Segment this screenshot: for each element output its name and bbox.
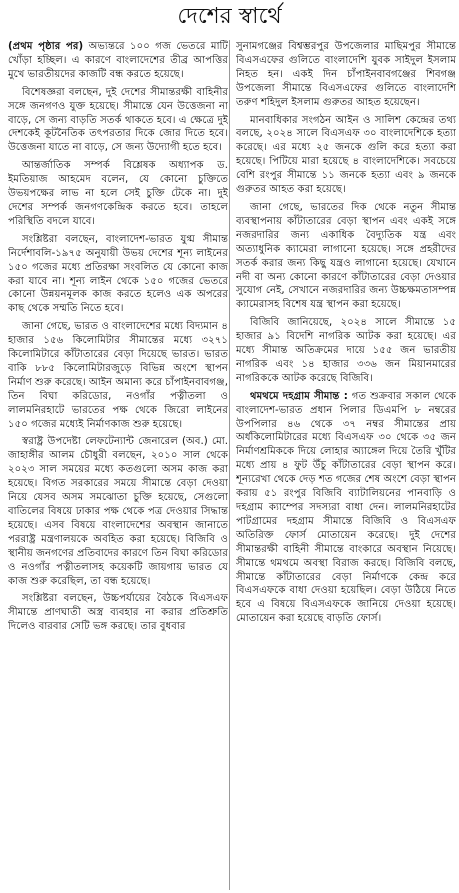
right-column — [236, 40, 456, 890]
article-paragraph: সংশ্লিষ্টরা বলছেন, উচ্চপর্যায়ের বৈঠকে বিএসএফ সীমান্তে প্রাণঘাতী অস্ত্র ব্যবহার না করার প্রতিশ্রুতি দিলেও বারবার সেটি ভঙ্গ করছে। তার বুধবার — [8, 593, 228, 633]
article-paragraph: মানবাধিকার সংগঠন আইন ও সালিশ কেন্দ্রের তথ্য বলছে, ২০২৪ সালে বিএসএফ ৩০ বাংলাদেশিকে হত্যা করেছে। এর মধ্যে ২৫ জনকে গুলি করে হত্যা করা হয়েছে। পিটিয়ে মারা হয়েছে ৪ বাংলাদেশিকে। সবচেয়ে বেশি রংপুর সীমান্তে ১১ জনকে হত্যা এবং ৯ জনকে গুরুতর আহত করা হয়েছে। — [236, 114, 456, 196]
article-paragraph: বিশেষজ্ঞরা বলছেন, দুই দেশের সীমান্তরক্ষী বাহিনীর সঙ্গে জনগণও যুক্ত হয়েছে। সীমান্তে যেন উত্তেজনা না বাড়ে, সে জন্য বাড়তি সতর্ক থাকতে হবে। এ ক্ষেত্রে দুই দেশকেই কূটনৈতিক তৎপরতার দিকে জোর দিতে হবে। উত্তেজনা যাতে না বাড়ে, সে জন্য উদ্যোগী হতে হবে। — [8, 86, 228, 154]
left-column — [8, 40, 228, 890]
paragraph-text: অভ্যন্তরে ১০০ গজ ভেতরে মাটি খোঁড়া হচ্ছিল। এ কারণে বাংলাদেশের তীব্র আপত্তির মুখে ভারতীয়দের কাজটি বন্ধ করতে হয়েছে। — [8, 41, 228, 80]
article-paragraph: আন্তর্জাতিক সম্পর্ক বিশ্লেষক অধ্যাপক ড. ইমতিয়াজ আহমেদ বলেন, যে কোনো চুক্তিতে উভয়পক্ষের লাভ না হলে সেই চুক্তি টেকে না। দুই দেশের সম্পর্ক জনগণকেন্দ্রিক করতে হবে। তাহলে পরিস্থিতি বদলে যাবে। — [8, 160, 228, 227]
article-paragraph: বিজিবি জানিয়েছে, ২০২৪ সালে সীমান্তে ১৫ হাজার ৯১ বিদেশি নাগরিক আটক করা হয়েছে। এর মধ্যে সীমান্ত অতিক্রমের দায়ে ১৫৫ জন ভারতীয় নাগরিক এবং ১৪ হাজার ৩৩৬ জন মিয়ানমারের নাগরিককে আটক করেছে বিজিবি। — [236, 317, 456, 384]
column-title: দেশের স্বার্থে — [177, 4, 282, 29]
article-paragraph: সুনামগঞ্জের বিশ্বম্ভরপুর উপজেলার মাছিমপুর সীমান্তে বিএসএফের গুলিতে বাংলাদেশি যুবক সাইদুল ইসলাম নিহত হন। একই দিন চাঁপাইনবাবগঞ্জের শিবগঞ্জ উপজেলা সীমান্তে বিএসএফের গুলিতে বাংলাদেশি তরুণ শহিদুল ইসলাম গুরুতর আহত হয়েছেন। — [236, 41, 456, 108]
subheading: থমথমে দহগ্রাম সীমান্ত : — [250, 390, 348, 402]
paragraph-lead: (প্রথম পৃষ্ঠার পর) — [8, 41, 84, 52]
article-paragraph — [236, 390, 456, 626]
article-paragraph — [8, 40, 228, 82]
column-divider — [229, 40, 230, 890]
article-paragraph: জানা গেছে, ভারতের দিক থেকে নতুন সীমান্ত ব্যবস্থাপনায় কাঁটাতারের বেড়া স্থাপন এবং একই সঙ্গে নজরদারির জন্য একাধিক বৈদ্যুতিক যন্ত্র এবং অত্যাধুনিক ক্যামেরা লাগানো হয়েছে। সঙ্গে প্রহরীদের সতর্ক করার জন্য কিছু যন্ত্রও লাগানো হয়েছে। যেখানে নদী বা অন্য কোনো কারণে কাঁটাতারের বেড়া দেওয়ার সুযোগ নেই, সেখানে নজরদারির জন্য উচ্চক্ষমতাসম্পন্ন ক্যামেরাসহ বিশেষ যন্ত্র স্থাপন করা হয়েছে। — [236, 201, 456, 311]
paragraph-text: গত শুক্রবার সকাল থেকে বাংলাদেশ-ভারত প্রধান পিলার ডিএমপি ৮ নম্বরের উপপিলার ৪৬ থেকে ৩৭ নম্বর সীমান্তের প্রায় অর্ধকিলোমিটারের মধ্যে বিএসএফ ৩০ থেকে ৩৫ জন নির্মাণশ্রমিককে দিয়ে লোহার অ্যাঙ্গেল দিয়ে তৈরি খুঁটির মধ্যে প্রায় ৪ ফুট উঁচু কাঁটাতারের বেড়া স্থাপন করে। শূন্যরেখা থেকে দেড় শত গজের শেষ অংশে বেড়া স্থাপন করায় ৫১ রংপুর বিজিবি ব্যাটালিয়নের পানবাড়ি ও দহগ্রাম ক্যাম্পের সদস্যরা বাধা দেন। লালমনিরহাটের পাটগ্রামের দহগ্রাম সীমান্তে বিজিবি ও বিএসএফ অতিরিক্ত ফোর্স মোতায়েন করেছে। দুই দেশের সীমান্তরক্ষী বাহিনী সীমান্তে বাংকারে অবস্থান নিয়েছে। সীমান্তে থমথমে অবস্থা বিরাজ করছে। বিজিবি বলছে, সীমান্তে কাঁটাতারের বেড়া নির্মাণকে কেন্দ্র করে বিএসএফকে বাধা দেওয়া হয়েছিল। বেড়া উঠিয়ে নিতে হবে এ বিষয়ে বিএসএফকে জানিয়ে দেওয়া হয়েছে। মোতায়েন করা হয়েছে বাড়তি ফোর্স। — [236, 390, 456, 625]
article-paragraph: স্বরাষ্ট্র উপদেষ্টা লেফটেন্যান্ট জেনারেল (অব.) মো. জাহাঙ্গীর আলম চৌধুরী বলছেন, ২০১০ সাল থেকে ২০২৩ সাল সময়ের মধ্যে কতগুলো অসম কাজ করা হয়েছে। বিগত সরকারের সময়ে সীমান্তে বেড়া দেওয়া নিয়ে যেসব অসম সমঝোতা চুক্তি হয়েছে, সেগুলো বাতিলের বিষয়ে ঢাকার পক্ষ থেকে পত্র দেওয়ার সিদ্ধান্ত হয়েছে। এসব বিষয়ে বাংলাদেশের অবস্থান জানাতে পররাষ্ট্র মন্ত্রণালয়কে অবহিত করা হয়েছে। বিজিবি ও স্থানীয় জনগণের প্রতিবাদের কারণে তিন বিঘা করিডোর ও নওগাঁর পত্নীতলাসহ কয়েকটি জায়গায় ভারত যে কাজ শুরু করেছিল, তা বন্ধ হয়েছে। — [8, 436, 228, 587]
column-header — [0, 0, 459, 34]
article-paragraph: জানা গেছে, ভারত ও বাংলাদেশের মধ্যে বিদ্যমান ৪ হাজার ১৫৬ কিলোমিটার সীমান্তের মধ্যে ৩২৭১ কিলোমিটারে কাঁটাতারের বেড়া দিয়েছে ভারত। ভারত বাকি ৮৮৫ কিলোমিটারজুড়ে বিভিন্ন অংশে স্থাপন নির্মাণ শুরু করেছে। আইন অমান্য করে চাঁপাইনবাবগঞ্জ, তিন বিঘা করিডোর, নওগাঁর পত্নীতলা ও লালমনিরহাটে ভারতের পক্ষ থেকে জিরো লাইনের ১৫০ গজের মধ্যেই নির্মাণকাজ শুরু হয়েছে। — [8, 321, 228, 430]
article-paragraph: সংশ্লিষ্টরা বলছেন, বাংলাদেশ-ভারত যুগ্ম সীমান্ত নির্দেশাবলি-১৯৭৫ অনুযায়ী উভয় দেশের শূন্য লাইনের ১৫০ গজের মধ্যে প্রতিরক্ষা সংবলিত যে কোনো কাজ করা যাবে না। শূন্য লাইন থেকে ১৫০ গজের ভেতরে কোনো উন্নয়নমূলক কাজ করতে হলেও এক অপরের কাছ থেকে সম্মতি নিতে হবে। — [8, 233, 228, 315]
